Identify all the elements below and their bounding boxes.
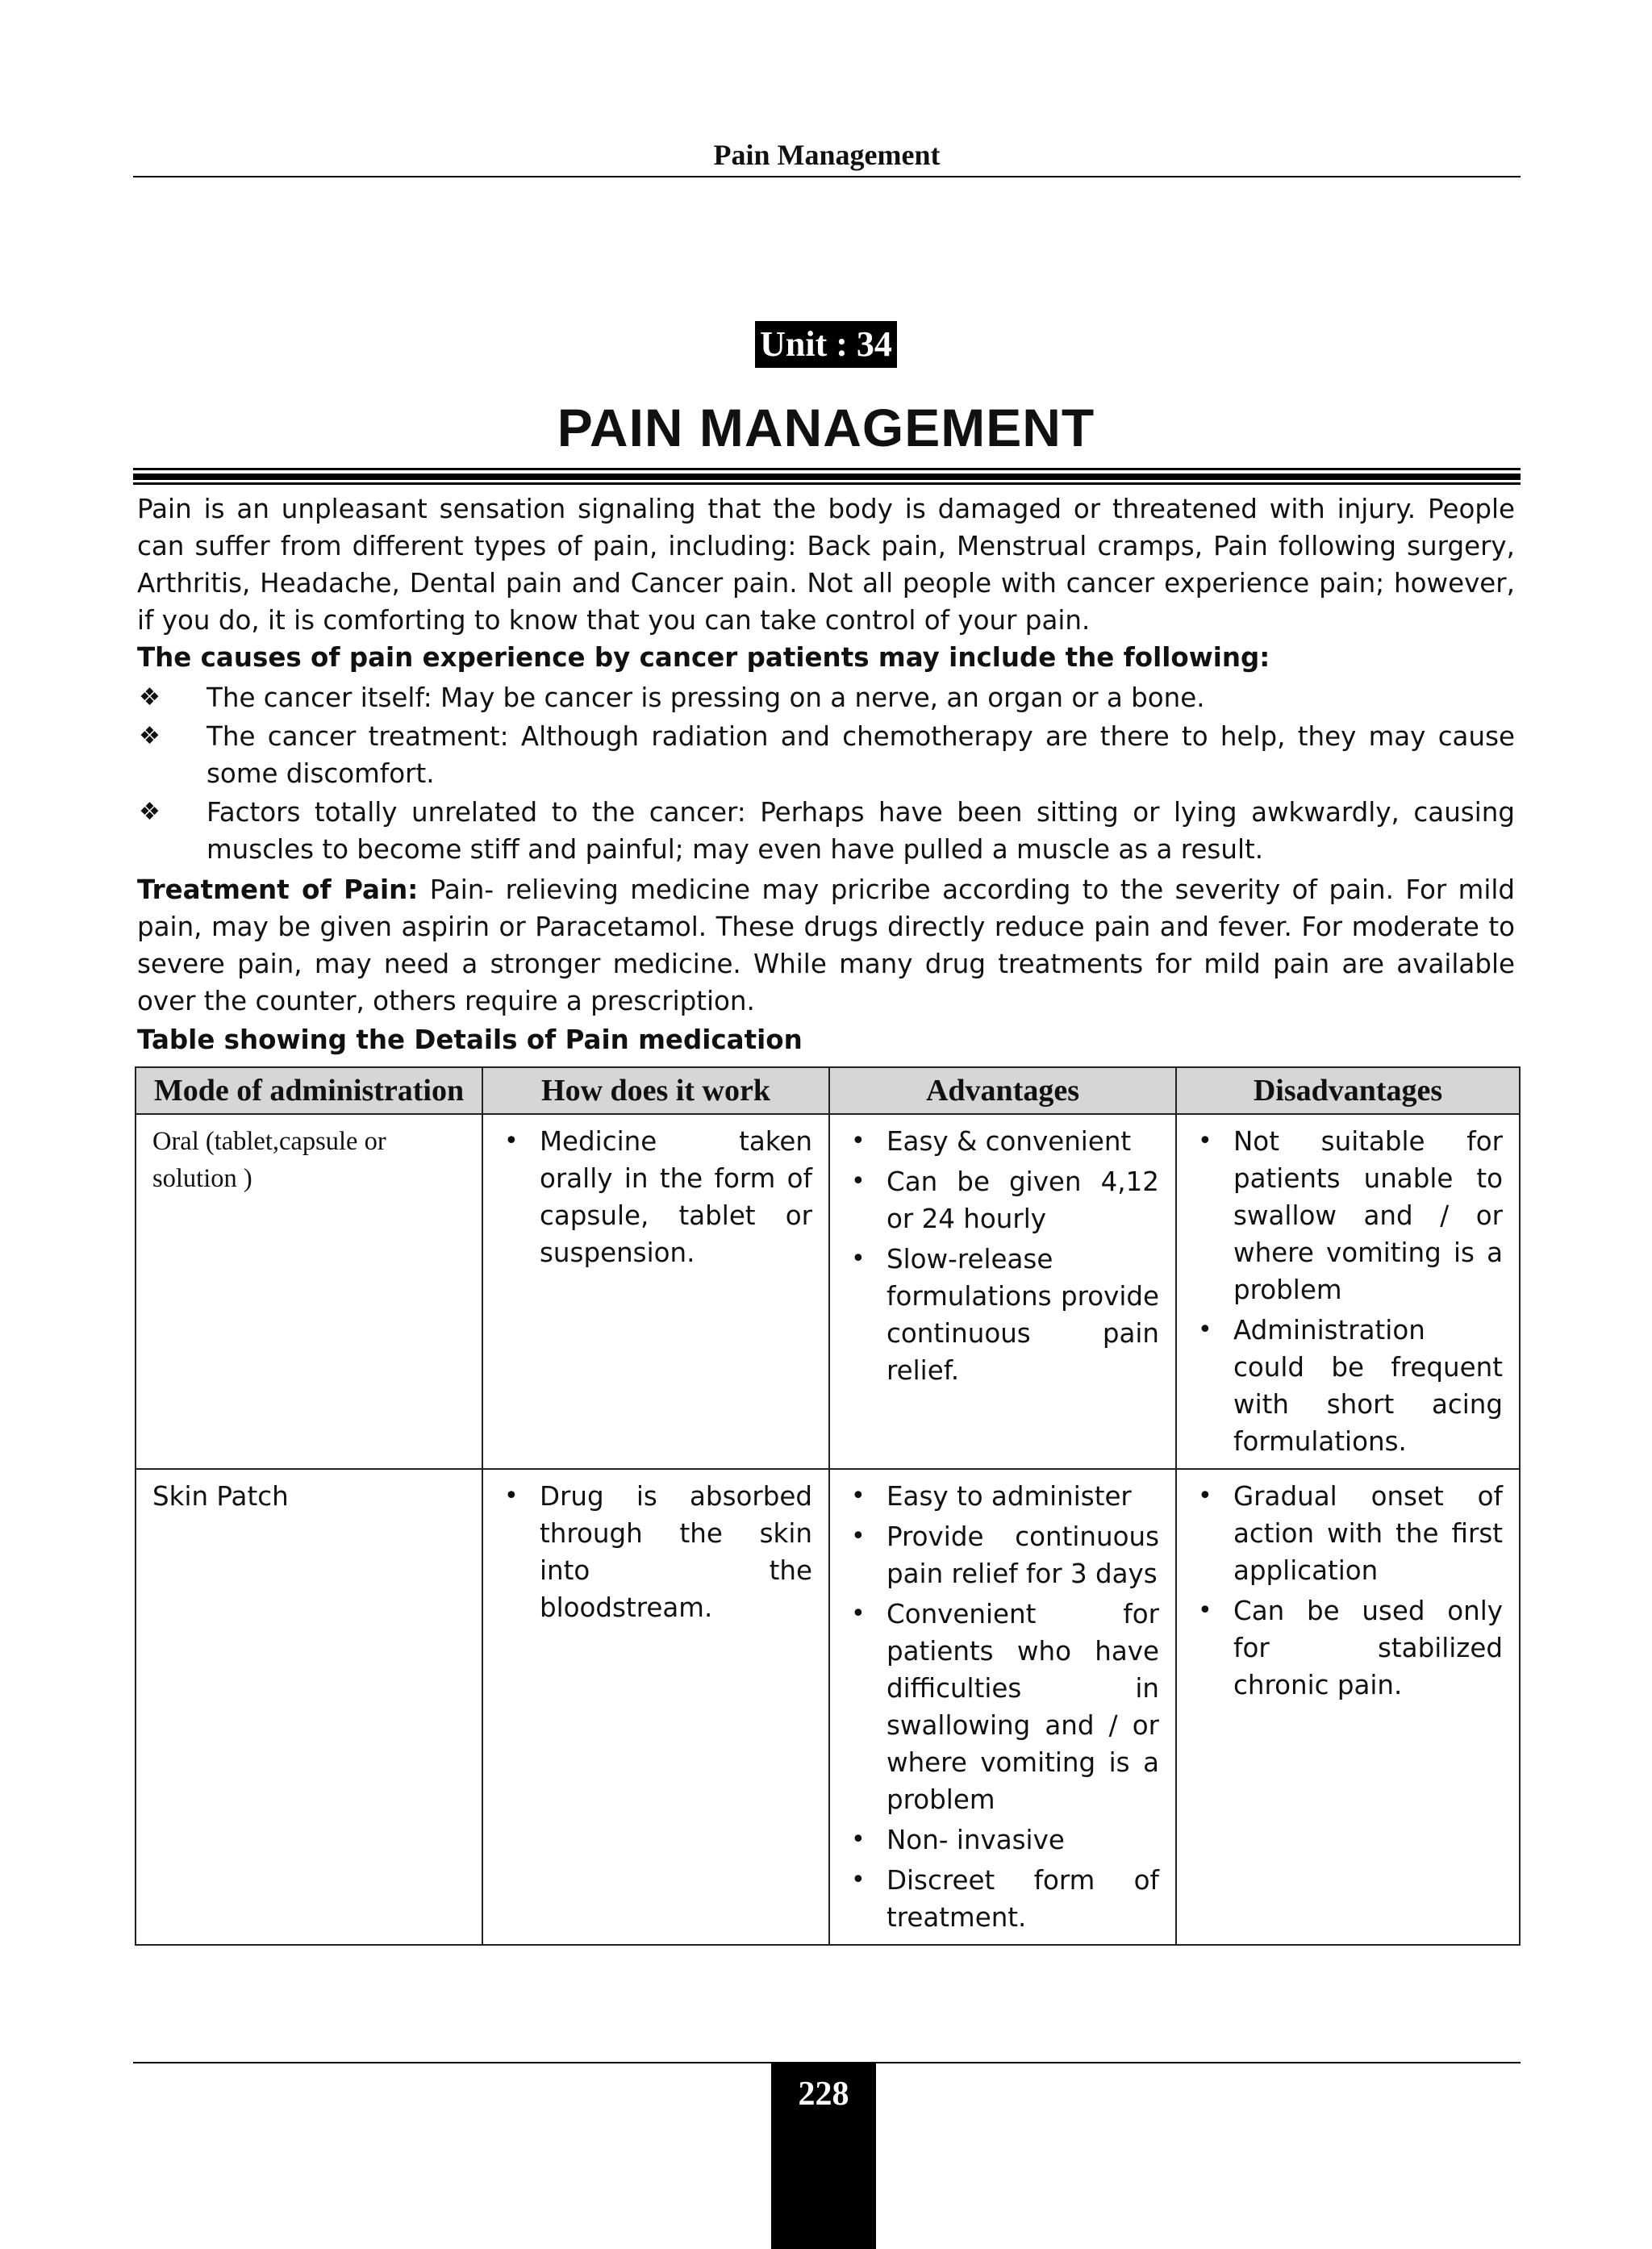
- list-item: • Easy & convenient: [846, 1123, 1159, 1160]
- list-item: [137, 794, 1515, 868]
- cell-disadvantages: [1176, 1469, 1520, 1945]
- treatment-text: Pain- relieving medicine may pricribe according to the severity of pain. For mild pain, may be given aspirin or Paracetamol. These drugs directly reduce pain and fever. For moderate to severe pain, may need a stronger medicine. While many drug treatments for mild pain are available over the counter, others require a prescription.: [137, 874, 1516, 1016]
- title-rule-bottom: [133, 482, 1521, 485]
- table-caption: Table showing the Details of Pain medication: [137, 1024, 803, 1055]
- header-advantages: Advantages: [829, 1067, 1176, 1114]
- cell-mode: Oral (tablet,capsule or solution ): [136, 1114, 482, 1469]
- cell-disadvantages: [1176, 1114, 1520, 1469]
- cause-text: The cancer itself: May be cancer is pressing on a nerve, an organ or a bone.: [206, 682, 1205, 713]
- unit-label-wrap: [0, 321, 1652, 368]
- header-how: How does it work: [482, 1067, 829, 1114]
- list-item: • Slow-release formulations provide continuous pain relief.: [846, 1241, 1159, 1389]
- list-item: • Not suitable for patients unable to swallow and / or where vomiting is a problem: [1193, 1123, 1503, 1308]
- cell-advantages: [829, 1114, 1176, 1469]
- table-row: [136, 1114, 1520, 1469]
- list-item: • Provide continuous pain relief for 3 days: [846, 1518, 1159, 1592]
- page-number: 228: [771, 2063, 876, 2249]
- cell-how: [482, 1114, 829, 1469]
- title-rule-top: [133, 468, 1521, 470]
- diamond-bullet-icon: ❖: [139, 798, 161, 826]
- list-item: • Easy to administer: [846, 1478, 1159, 1515]
- cause-text: The cancer treatment: Although radiation and chemotherapy are there to help, they may cause some discomfort.: [206, 721, 1515, 789]
- header-rule: [133, 176, 1521, 177]
- unit-badge: Unit : 34: [755, 321, 897, 368]
- table-row: [136, 1469, 1520, 1945]
- cell-advantages: [829, 1469, 1176, 1945]
- pain-medication-table: [135, 1066, 1521, 1946]
- intro-paragraph: Pain is an unpleasant sensation signaling that the body is damaged or threatened with injury. People can suffer from different types of pain, including: Back pain, Menstrual cramps, Pain following surgery, Arthritis, Headache, Dental pain and Cancer pain. Not all people with cancer experience pain; however, if you do, it is comforting to know that you can take control of your pain.: [137, 494, 1515, 636]
- list-item: • Medicine taken orally in the form of capsule, tablet or suspension.: [499, 1123, 812, 1271]
- list-item: [137, 718, 1515, 792]
- list-item: • Discreet form of treatment.: [846, 1862, 1159, 1936]
- list-item: • Can be used only for stabilized chronic pain.: [1193, 1592, 1503, 1704]
- list-item: • Administration could be frequent with short acing formulations.: [1193, 1312, 1503, 1460]
- cause-text: Factors totally unrelated to the cancer: Perhaps have been sitting or lying awkwardly, causing muscles to become stiff and painful; may even have pulled a muscle as a result.: [206, 797, 1515, 865]
- page-title: PAIN MANAGEMENT: [557, 398, 1095, 457]
- causes-heading: The causes of pain experience by cancer patients may include the following:: [137, 642, 1270, 673]
- treatment-label: Treatment of Pain:: [137, 874, 419, 905]
- cell-mode: Skin Patch: [136, 1469, 482, 1945]
- header-mode: Mode of administration: [136, 1067, 482, 1114]
- list-item: • Can be given 4,12 or 24 hourly: [846, 1163, 1159, 1237]
- list-item: [137, 679, 1515, 716]
- running-head: Pain Management: [713, 139, 941, 171]
- cell-how: [482, 1469, 829, 1945]
- list-item: • Convenient for patients who have difficulties in swallowing and / or where vomiting is a problem: [846, 1596, 1159, 1818]
- table-header-row: [136, 1067, 1520, 1114]
- list-item: • Gradual onset of action with the first application: [1193, 1478, 1503, 1589]
- body-content: [137, 490, 1515, 1058]
- diamond-bullet-icon: ❖: [139, 683, 161, 711]
- diamond-bullet-icon: ❖: [139, 722, 161, 750]
- header-disadvantages: Disadvantages: [1176, 1067, 1520, 1114]
- causes-list: [137, 679, 1515, 868]
- list-item: • Drug is absorbed through the skin into the bloodstream.: [499, 1478, 812, 1626]
- list-item: • Non- invasive: [846, 1821, 1159, 1859]
- title-rule-thick: [133, 474, 1521, 480]
- treatment-paragraph: [137, 871, 1515, 1020]
